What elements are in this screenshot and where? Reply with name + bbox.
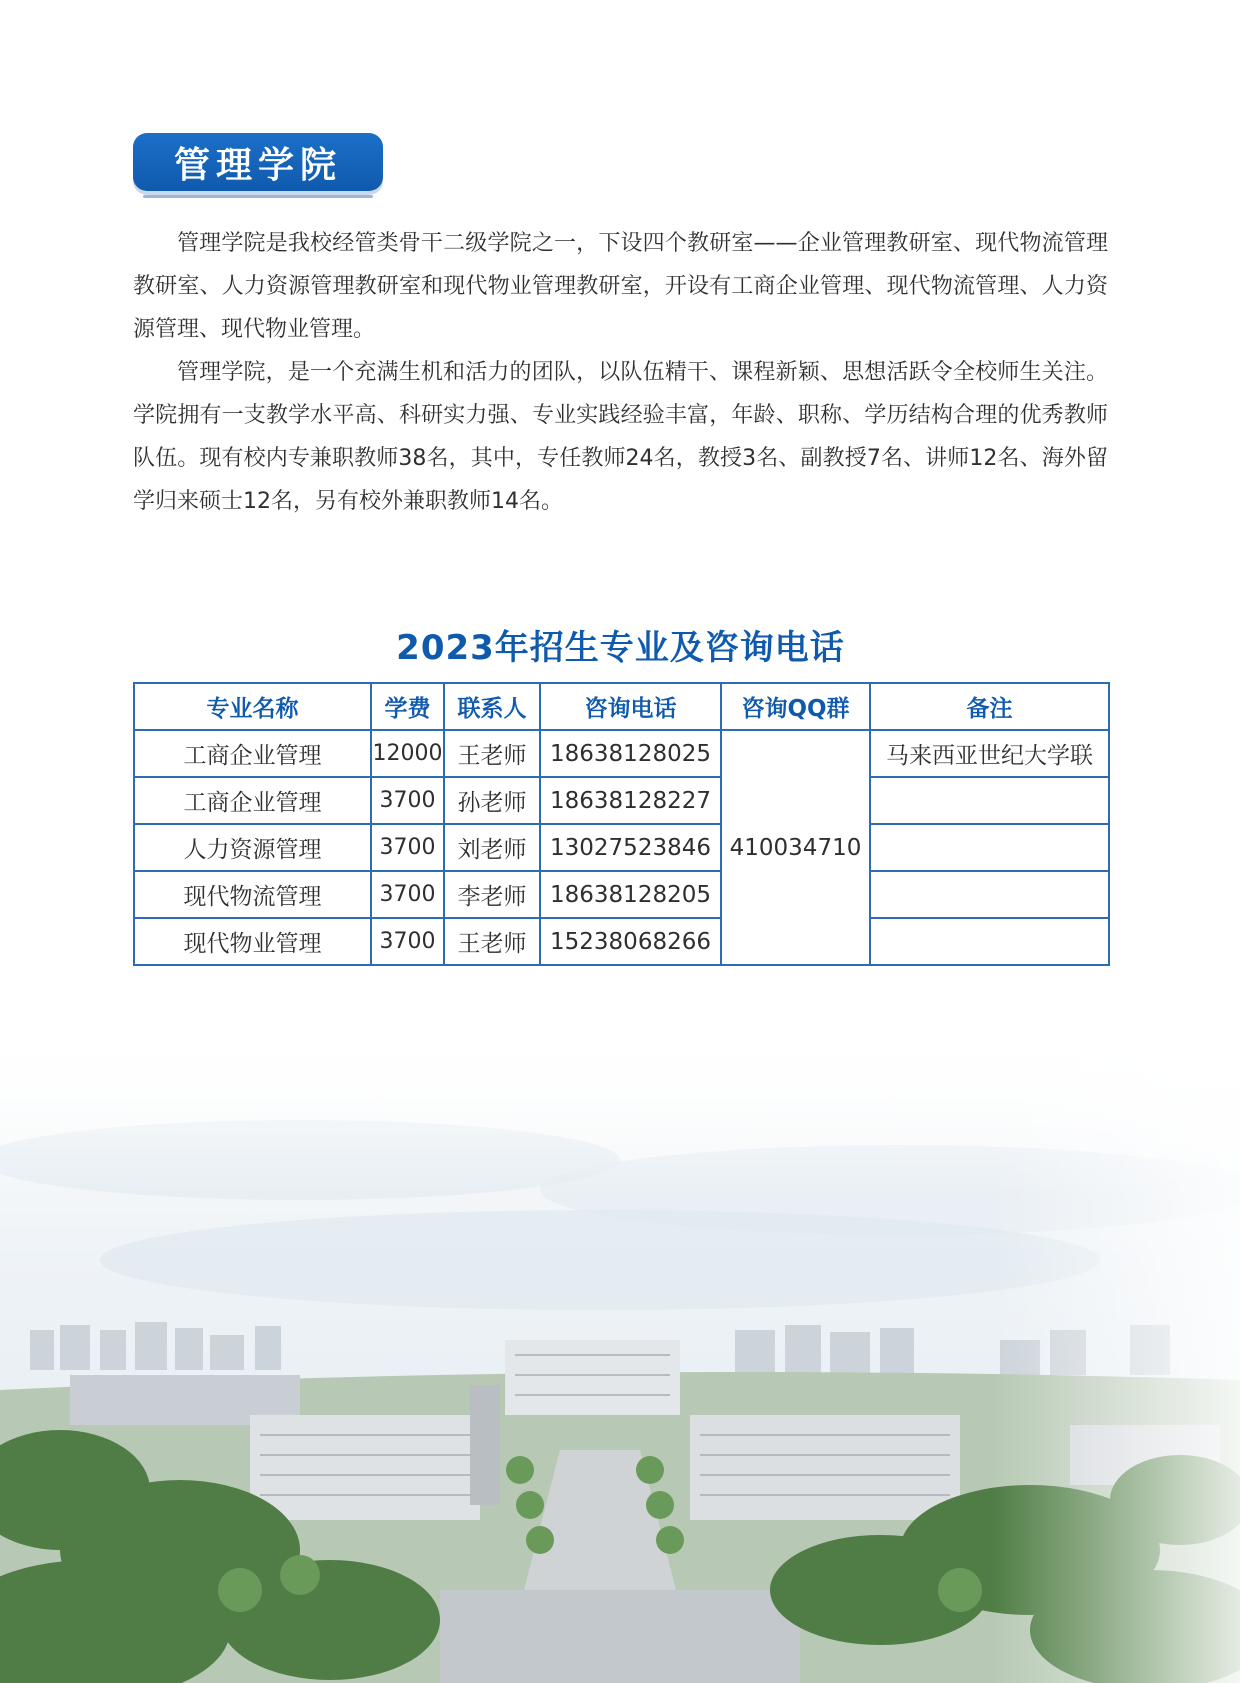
header-major: 专业名称 <box>134 683 371 730</box>
cell-fee: 3700 <box>371 824 444 871</box>
cell-phone: 18638128227 <box>540 777 721 824</box>
cell-fee: 12000 <box>371 730 444 777</box>
section-title-badge <box>133 133 383 191</box>
table-header-row <box>134 683 1109 730</box>
cell-phone: 18638128025 <box>540 730 721 777</box>
table-row <box>134 824 1109 871</box>
table-row <box>134 918 1109 965</box>
header-qq-group: 咨询QQ群 <box>721 683 870 730</box>
cell-major: 现代物业管理 <box>134 918 371 965</box>
intro-paragraph-2: 管理学院，是一个充满生机和活力的团队，以队伍精干、课程新颖、思想活跃令全校师生关注。学院拥有一支教学水平高、科研实力强、专业实践经验丰富，年龄、职称、学历结构合理的优秀教师队伍。现有校内专兼职教师38名，其中，专任教师24名，教授3名、副教授7名、讲师12名、海外留学归来硕士12名，另有校外兼职教师14名。 <box>133 360 1108 514</box>
cell-contact: 李老师 <box>444 871 540 918</box>
admissions-table-title: 2023年招生专业及咨询电话 <box>396 628 845 668</box>
header-contact: 联系人 <box>444 683 540 730</box>
cell-fee: 3700 <box>371 777 444 824</box>
cell-phone: 15238068266 <box>540 918 721 965</box>
cell-qq-group: 410034710 <box>721 730 870 965</box>
cell-contact: 孙老师 <box>444 777 540 824</box>
cell-note: 马来西亚世纪大学联 <box>870 730 1109 777</box>
cell-major: 工商企业管理 <box>134 777 371 824</box>
cell-note <box>870 918 1109 965</box>
table-row <box>134 730 1109 777</box>
intro-text <box>133 222 1108 523</box>
admissions-table <box>133 682 1110 966</box>
cell-fee: 3700 <box>371 918 444 965</box>
header-note: 备注 <box>870 683 1109 730</box>
cell-phone: 13027523846 <box>540 824 721 871</box>
table-row <box>134 777 1109 824</box>
cell-major: 人力资源管理 <box>134 824 371 871</box>
campus-aerial-photo <box>0 1030 1240 1683</box>
cell-major: 工商企业管理 <box>134 730 371 777</box>
cell-contact: 王老师 <box>444 918 540 965</box>
table-row <box>134 871 1109 918</box>
cell-phone: 18638128205 <box>540 871 721 918</box>
cell-major: 现代物流管理 <box>134 871 371 918</box>
cell-note <box>870 777 1109 824</box>
cell-contact: 刘老师 <box>444 824 540 871</box>
cell-note <box>870 824 1109 871</box>
cell-contact: 王老师 <box>444 730 540 777</box>
cell-fee: 3700 <box>371 871 444 918</box>
cell-note <box>870 871 1109 918</box>
header-fee: 学费 <box>371 683 444 730</box>
header-phone: 咨询电话 <box>540 683 721 730</box>
intro-paragraph-1: 管理学院是我校经管类骨干二级学院之一，下设四个教研室——企业管理教研室、现代物流管理教研室、人力资源管理教研室和现代物业管理教研室，开设有工商企业管理、现代物流管理、人力资源管理、现代物业管理。 <box>133 231 1108 342</box>
section-title: 管理学院 <box>173 144 342 186</box>
